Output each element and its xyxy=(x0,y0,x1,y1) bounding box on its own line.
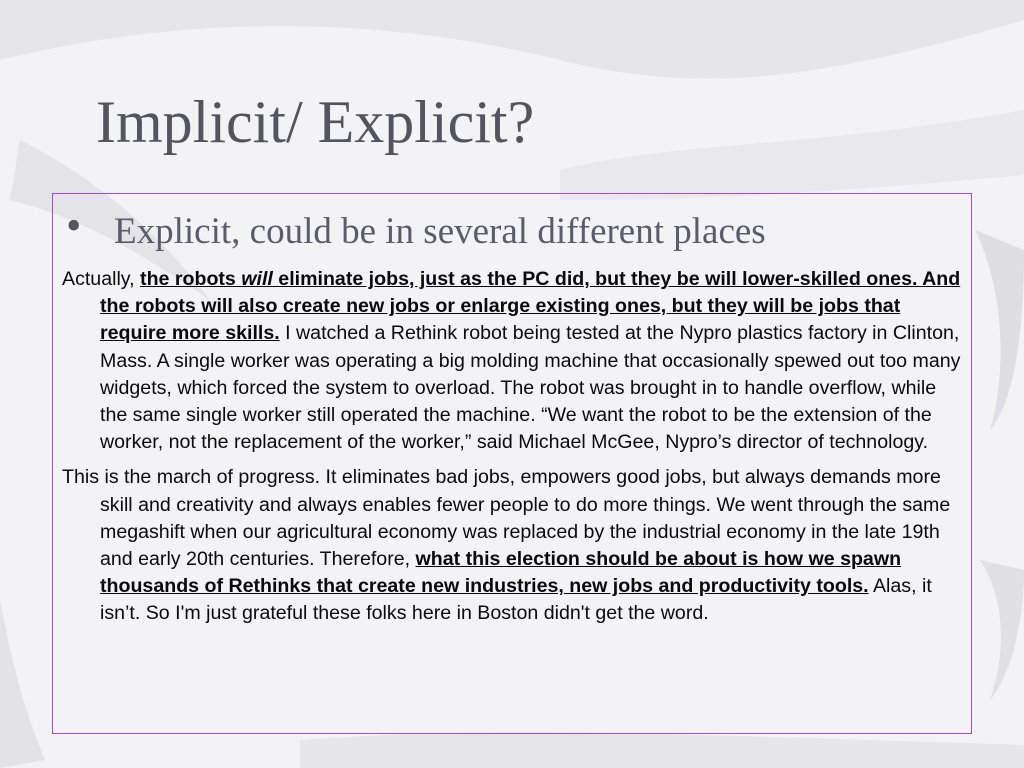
bullet-item xyxy=(66,201,766,252)
paragraph-2-rest: Alas, it isn’t. So I'm just grateful these folks here in Boston didn't get the word. xyxy=(100,575,932,625)
paragraph-1-highlight-end: eliminate jobs, just as the PC did, but they be will lower-skilled ones. And the robots will also create new jobs or enlarge existing ones, but they will be jobs that require more skills. xyxy=(100,268,961,345)
bullet-dot-icon: • xyxy=(66,201,82,250)
bullet-text: Explicit, could be in several different places xyxy=(114,211,766,252)
paragraph-1-highlight-start: the robots xyxy=(140,268,242,290)
paragraph-1-rest: I watched a Rethink robot being tested at the Nypro plastics factory in Clinton, Mass. A single worker was operating a big molding machine that occasionally spewed out too many widgets, which forced the system to overload. The robot was brought in to handle overflow, while the same single worker still operated the machine. “We want the robot to be the extension of the worker, not the replacement of the worker,” said Michael McGee, Nypro’s director of technology. xyxy=(100,322,961,454)
paragraph-2 xyxy=(62,464,962,627)
slide-title: Implicit/ Explicit? xyxy=(96,89,535,155)
paragraph-1 xyxy=(62,266,962,456)
paragraph-2-highlight: what this election should be about is how we spawn thousands of Rethinks that create new industries, new jobs and productivity tools. xyxy=(100,548,902,598)
paragraph-1-highlight-will: will xyxy=(241,268,273,290)
paragraph-1-lead: Actually, xyxy=(62,268,141,290)
paragraph-2-lead: This is the march of progress. It eliminates bad jobs, empowers good jobs, but always demands more skill and creativity and always enables fewer people to do more things. We went through the same megashift when our agricultural economy was replaced by the industrial economy in the late 19th and early 20th centuries. Therefore, xyxy=(62,466,951,571)
body-text xyxy=(62,266,962,636)
